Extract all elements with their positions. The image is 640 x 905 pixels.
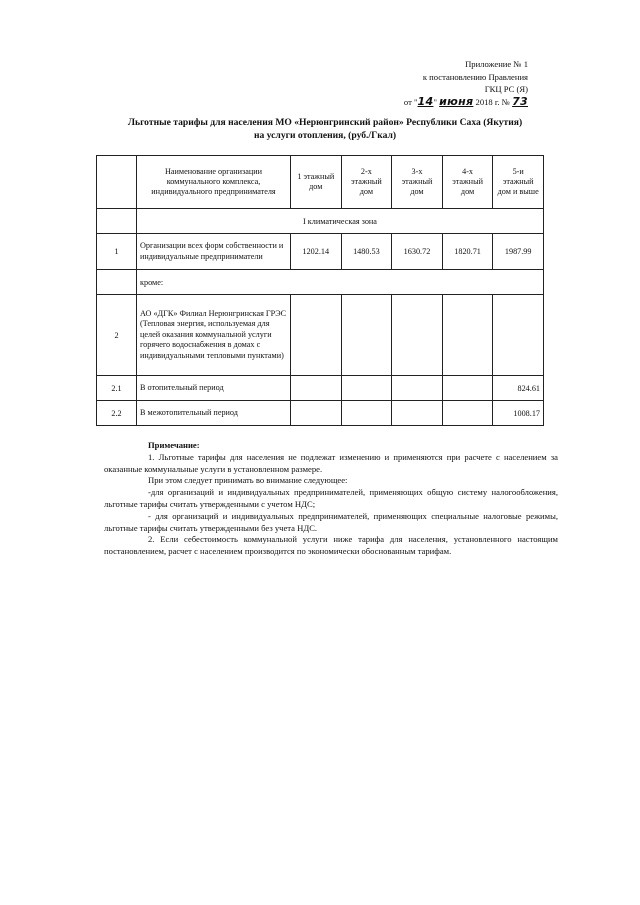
date-day-handwritten: 14 [417, 94, 434, 108]
row-number: 2.2 [97, 401, 137, 426]
empty-cell [442, 401, 493, 426]
zone-empty-cell [97, 209, 137, 234]
header-cell-5-floor: 5-и этажный дом и выше [493, 156, 544, 209]
note-paragraph-4: - для организаций и индивидуальных предпринимателей, применяющих специальные налоговые режимы, льготные тарифы считать утвержденными без учета НДС. [104, 510, 558, 533]
date-month-handwritten: июня [439, 94, 474, 108]
tariff-4-floor: 1820.71 [442, 234, 493, 270]
table-row [97, 234, 544, 270]
tariff-5-floor: 824.61 [493, 376, 544, 401]
note-paragraph-2: При этом следует принимать во внимание следующее: [148, 475, 348, 486]
row-number: 2 [97, 295, 137, 376]
row-number: 2.1 [97, 376, 137, 401]
date-mid: " [433, 96, 437, 107]
header-cell-1-floor: 1 этажный дом [291, 156, 342, 209]
empty-cell [442, 295, 493, 376]
row-name: Организации всех форм собственности и индивидуальные предприниматели [137, 234, 291, 270]
table-row-except [97, 270, 544, 295]
decree-number-handwritten: 73 [512, 94, 528, 108]
tariff-3-floor: 1630.72 [392, 234, 443, 270]
date-prefix: от " [403, 96, 418, 107]
empty-cell [291, 401, 342, 426]
note-paragraph-1: 1. Льготные тарифы для населения не подлежат изменению и применяются при расчете с населением за оказанные коммунальные услуги в установленном размере. [104, 451, 558, 474]
empty-cell [392, 376, 443, 401]
table-header-row [97, 156, 544, 209]
appendix-block [404, 58, 528, 108]
empty-cell [341, 295, 392, 376]
empty-cell [392, 295, 443, 376]
table-row [97, 401, 544, 426]
header-cell-name: Наименование организации коммунального комплекса, индивидуального предпринимателя [137, 156, 291, 209]
empty-cell [291, 295, 342, 376]
zone-label: I климатическая зона [137, 209, 544, 234]
except-empty-cell [97, 270, 137, 295]
tariff-5-floor: 1008.17 [493, 401, 544, 426]
table-row [97, 376, 544, 401]
header-cell-3-floor: 3-х этажный дом [392, 156, 443, 209]
tariff-1-floor: 1202.14 [291, 234, 342, 270]
title-line-1: Льготные тарифы для населения МО «Нерюнгринский район» Республики Саха (Якутия) [127, 117, 523, 128]
tariff-5-floor: 1987.99 [493, 234, 544, 270]
except-label: кроме: [137, 270, 544, 295]
date-year: 2018 г. № [475, 96, 510, 107]
row-name: АО «ДГК» Филиал Нерюнгринская ГРЭС (Тепловая энергия, используемая для целей оказания коммунальной услуги горячего водоснабжения в домах с индивидуальными тепловыми пунктами) [137, 295, 291, 376]
tariff-table [96, 155, 544, 426]
appendix-line-1: Приложение № 1 [465, 59, 528, 69]
empty-cell [392, 401, 443, 426]
table-row-zone [97, 209, 544, 234]
empty-cell [291, 376, 342, 401]
notes-heading: Примечание: [148, 440, 200, 450]
notes-section [104, 440, 558, 558]
empty-cell [493, 295, 544, 376]
empty-cell [442, 376, 493, 401]
document-title [90, 116, 560, 142]
appendix-date-line [404, 96, 528, 109]
note-paragraph-3: -для организаций и индивидуальных предпринимателей, применяющих общую систему налогообложения, льготные тарифы считать утвержденными с учетом НДС; [104, 487, 558, 509]
empty-cell [341, 376, 392, 401]
row-number: 1 [97, 234, 137, 270]
empty-cell [341, 401, 392, 426]
table-row [97, 295, 544, 376]
header-cell-number [97, 156, 137, 209]
header-cell-2-floor: 2-х этажный дом [341, 156, 392, 209]
appendix-line-3: ГКЦ РС (Я) [484, 84, 528, 94]
header-cell-4-floor: 4-х этажный дом [442, 156, 493, 209]
row-name: В межотопительный период [137, 401, 291, 426]
title-line-2: на услуги отопления, (руб./Гкал) [253, 130, 397, 141]
row-name: В отопительный период [137, 376, 291, 401]
appendix-line-2: к постановлению Правления [422, 71, 528, 82]
note-paragraph-5: 2. Если себестоимость коммунальной услуги ниже тарифа для населения, установленного настоящим постановлением, расчет с населением производится по экономически обоснованным тарифам. [104, 534, 558, 557]
tariff-2-floor: 1480.53 [341, 234, 392, 270]
